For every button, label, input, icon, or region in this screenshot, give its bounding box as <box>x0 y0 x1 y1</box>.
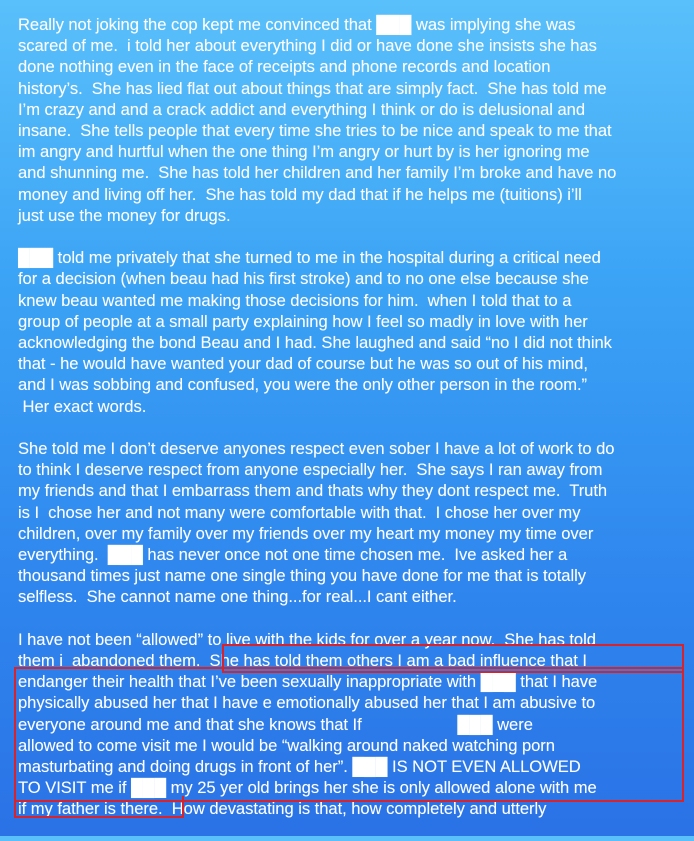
text-line: physically abused her that I have e emotionally abused her that I am abusive to <box>18 693 596 713</box>
text-line: knew beau wanted me making those decisions for him. when I told that to a <box>18 290 572 310</box>
document-body <box>18 14 684 841</box>
text-line: just use the money for drugs. <box>18 205 231 225</box>
text-line: if my father is there. How devastating is that, how completely and utterly <box>18 799 547 819</box>
text-line: everything. ███ has never once not one time chosen me. Ive asked her a <box>18 545 568 565</box>
text-line: them i abandoned them. She has told them others I am a bad influence that I <box>18 651 587 671</box>
text-line: I’m crazy and and a crack addict and everything I think or do is delusional and <box>18 99 586 119</box>
text-line: that - he would have wanted your dad of course but he was so out of his mind, <box>18 354 588 374</box>
text-line: group of people at a small party explaining how I feel so madly in love with her <box>18 311 588 331</box>
text-line: I have not been “allowed” to live with the kids for over a year now. She has told <box>18 629 596 649</box>
text-line: endanger their health that I’ve been sexually inappropriate with ███ that I have <box>18 672 598 692</box>
text-line: scared of me. i told her about everything I did or have done she insists she has <box>18 36 597 56</box>
text-line: and I was sobbing and confused, you were the only other person in the room.” <box>18 375 588 395</box>
text-line: im angry and hurtful when the one thing I’m angry or hurt by is her ignoring me <box>18 142 590 162</box>
text-line: She told me I don’t deserve anyones respect even sober I have a lot of work to do <box>18 439 615 459</box>
text-line: is I chose her and not many were comfortable with that. I chose her over my <box>18 502 581 522</box>
text-line: masturbating and doing drugs in front of her”. ███ IS NOT EVEN ALLOWED <box>18 757 581 777</box>
text-line: allowed to come visit me I would be “walking around naked watching porn <box>18 735 555 755</box>
paragraph-4 <box>18 629 684 820</box>
text-line: to think I deserve respect from anyone especially her. She says I ran away from <box>18 460 603 480</box>
paragraph-3 <box>18 438 684 608</box>
text-line: history’s. She has lied flat out about things that are simply fact. She has told me <box>18 78 607 98</box>
text-line: for a decision (when beau had his first stroke) and to no one else because she <box>18 269 589 289</box>
paragraph-2 <box>18 247 684 417</box>
text-line: everyone around me and that she knows that If ███ were <box>18 714 533 734</box>
text-line: children, over my family over my friends over my heart my money my time over <box>18 523 594 543</box>
text-line: Her exact words. <box>18 396 147 416</box>
text-line: thousand times just name one single thing you have done for me that is totally <box>18 566 587 586</box>
text-line: and shunning me. She has told her children and her family I’m broke and have no <box>18 163 617 183</box>
paragraph-1 <box>18 14 684 226</box>
text-line: ███ told me privately that she turned to me in the hospital during a critical need <box>18 248 601 268</box>
text-line: TO VISIT me if ███ my 25 yer old brings her she is only allowed alone with me <box>18 778 597 798</box>
text-line: selfless. She cannot name one thing...for real...I cant either. <box>18 587 457 607</box>
text-line: money and living off her. She has told my dad that if he helps me (tuitions) i’ll <box>18 184 582 204</box>
text-line: acknowledging the bond Beau and I had. She laughed and said “no I did not think <box>18 333 612 353</box>
text-line: insane. She tells people that every time she tries to be nice and speak to me that <box>18 121 612 141</box>
text-line: Really not joking the cop kept me convinced that ███ was implying she was <box>18 15 576 34</box>
text-line: my friends and that I embarrass them and thats why they dont respect me. Truth <box>18 481 608 501</box>
text-line: done nothing even in the face of receipts and phone records and location <box>18 57 551 77</box>
